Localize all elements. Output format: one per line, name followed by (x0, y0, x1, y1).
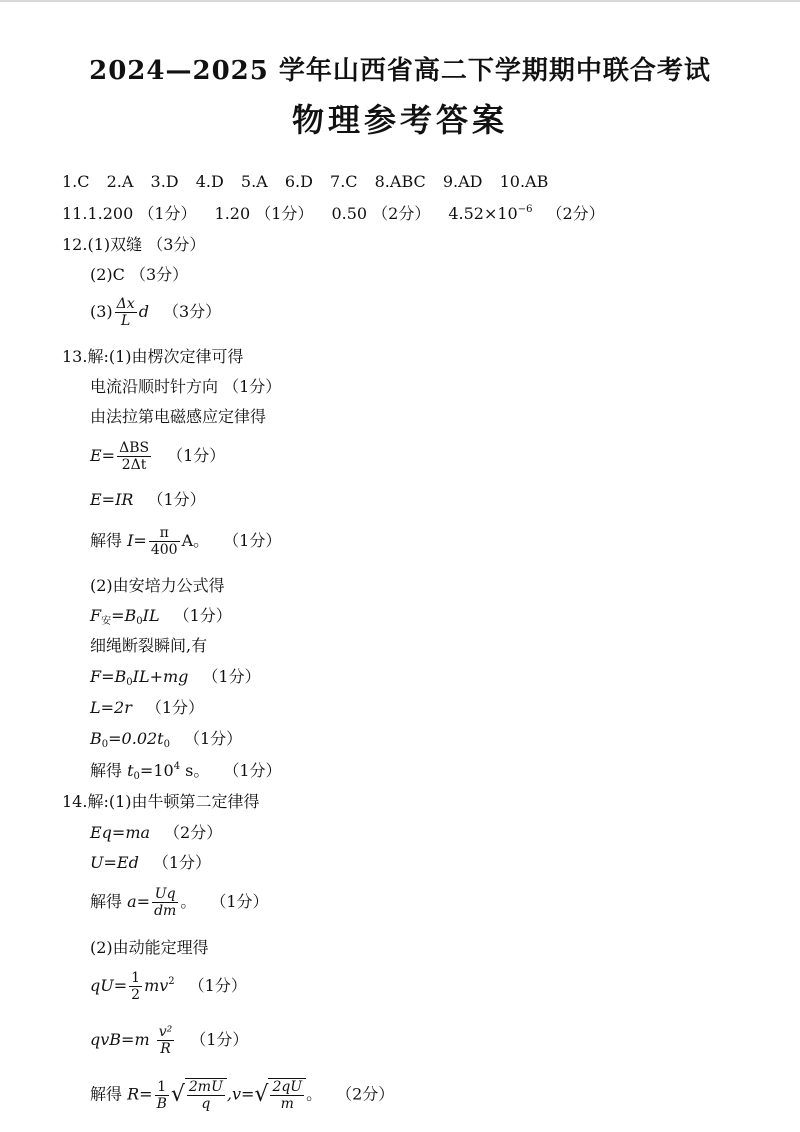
q13-text: (2)由安培力公式得 (90, 576, 225, 595)
mc-answer: 7.C (330, 172, 358, 191)
mc-answer: 3.D (150, 172, 179, 191)
symbol: t (127, 761, 134, 780)
score: （2分） (164, 823, 223, 842)
denominator: 400 (150, 542, 178, 559)
punctuation: 。 (306, 1084, 323, 1104)
q12-part2: (2)C （3分） (90, 265, 189, 284)
numerator: 2mU (188, 1079, 223, 1095)
question-number: 11. (62, 204, 88, 223)
punctuation: 。 (180, 892, 197, 912)
numerator: Δx (116, 296, 135, 312)
score: （1分） (223, 761, 282, 780)
equation: Eq=ma (90, 823, 151, 842)
numerator: v² (158, 1024, 173, 1040)
part-label: (3) (90, 302, 113, 322)
subscript: 0 (133, 771, 140, 782)
score: （2分） (546, 204, 605, 223)
equation-lhs: qvB=m (90, 1030, 150, 1050)
square-root: √ $\frac{2mU}{q}$ (171, 1078, 227, 1112)
subscript: 0 (101, 739, 109, 750)
score: （2分） (336, 1084, 395, 1104)
mc-answer: 4.D (195, 172, 224, 191)
fraction (155, 1079, 169, 1112)
q14-equation (90, 825, 222, 841)
score: （1分） (145, 698, 205, 717)
mc-answer: 5.A (240, 172, 268, 191)
result-label: 解得 (90, 761, 123, 780)
numerator: 1 (131, 970, 141, 986)
symbol: IL (142, 606, 160, 625)
equation-lhs: qU= (90, 976, 128, 996)
subscript: 0 (126, 677, 133, 688)
denominator: 2 (131, 987, 141, 1004)
q13-equation (90, 492, 206, 508)
exponent: −6 (517, 204, 533, 215)
answer-key-title: 物理参考答案 (291, 101, 508, 139)
fraction (129, 970, 142, 1003)
symbol: =10 (139, 761, 174, 780)
mc-answer: 2.A (106, 172, 134, 191)
q14-text: (2)由动能定理得 (90, 938, 209, 957)
q13-equation (90, 669, 261, 688)
mc-answer: 8.ABC (374, 172, 426, 191)
subscript: 0 (136, 616, 143, 627)
q13-equation (90, 525, 281, 558)
mc-answer-row (62, 174, 560, 190)
equation-lhs: I= (127, 531, 147, 551)
mc-answer: 10.AB (499, 172, 549, 191)
denominator: R (160, 1041, 171, 1058)
mc-answer: 1.C (62, 172, 90, 191)
mc-answer: 6.D (284, 172, 313, 191)
top-border (0, 0, 800, 2)
q13-equation (90, 700, 204, 716)
score: （1分） (223, 531, 282, 551)
fraction (115, 296, 137, 329)
score: （1分） (147, 490, 206, 509)
equation: U=Ed (90, 853, 139, 872)
score: （3分） (162, 302, 222, 322)
subscript: 安 (101, 616, 112, 627)
denominator: m (280, 1096, 294, 1113)
q12-part3 (90, 296, 221, 329)
q13-equation (90, 608, 232, 627)
unit: A。 (181, 531, 210, 551)
fraction (187, 1079, 225, 1112)
q14-equation (90, 1024, 248, 1057)
q11-part: 4.52×10 (448, 204, 518, 223)
fraction (157, 1024, 175, 1057)
denominator: B (156, 1095, 167, 1112)
score: （1分） (188, 976, 247, 996)
q13-equation (90, 762, 282, 782)
exam-title: 2024—2025 学年山西省高二下学期期中联合考试 (89, 56, 711, 86)
symbol: ,v= (226, 1084, 255, 1104)
q14-equation (90, 886, 269, 919)
equation: L=2r (90, 698, 132, 717)
q14-equation (90, 1078, 394, 1112)
square-root: √ $\frac{2qU}{m}$ (254, 1078, 306, 1112)
fraction (117, 440, 151, 473)
score: （1分） (202, 667, 261, 686)
numerator: 1 (155, 1079, 169, 1096)
symbol: =B (111, 606, 137, 625)
q11-part: 1.200 （1分） (87, 204, 197, 223)
symbol: F (90, 606, 102, 625)
q14-heading: 14.解:(1)由牛顿第二定律得 (62, 792, 260, 811)
symbol: =0.02t (108, 729, 164, 748)
exponent: 2 (168, 976, 175, 988)
equation-lhs: E= (90, 446, 116, 466)
q13-equation (90, 731, 242, 750)
result-label: 解得 (90, 531, 123, 551)
q13-text: 电流沿顺时针方向 （1分） (90, 377, 282, 396)
fraction (270, 1079, 304, 1112)
q13-text: 由法拉第电磁感应定律得 (90, 407, 267, 426)
exponent: 4 (173, 761, 181, 772)
score: （1分） (173, 606, 232, 625)
score: （1分） (183, 729, 243, 748)
result-label: 解得 (90, 1084, 123, 1104)
q14-equation (90, 855, 211, 871)
numerator: ΔBS (119, 440, 150, 456)
q13-equation (90, 440, 225, 473)
score: （1分） (190, 1030, 249, 1050)
q11-part: 1.20 （1分） (214, 204, 314, 223)
result-label: 解得 (90, 892, 123, 912)
numerator: Uq (152, 886, 178, 903)
q14-equation (90, 970, 247, 1003)
q11-part: 0.50 （2分） (331, 204, 431, 223)
q13-heading: 13.解:(1)由楞次定律可得 (62, 347, 244, 366)
fraction (152, 886, 178, 919)
equation-lhs: a= (127, 892, 151, 912)
fraction (149, 525, 180, 558)
unit: s。 (185, 761, 210, 780)
denominator: 2Δt (121, 457, 147, 474)
equation: E=IR (90, 490, 134, 509)
denominator: dm (154, 903, 177, 920)
q12-part1: 12.(1)双缝 （3分） (62, 235, 206, 254)
q11-line (62, 205, 605, 222)
subscript: 0 (163, 739, 170, 750)
score: （1分） (167, 446, 226, 466)
symbol: mv (144, 976, 169, 996)
equation-lhs: R= (127, 1084, 153, 1104)
score: （1分） (210, 892, 269, 912)
mc-answer: 9.AD (442, 172, 483, 191)
q13-text: 细绳断裂瞬间,有 (90, 636, 208, 655)
symbol: F=B (90, 667, 127, 686)
symbol: B (90, 729, 102, 748)
denominator: L (121, 313, 131, 330)
variable: d (138, 302, 149, 322)
numerator: π (149, 525, 180, 542)
denominator: q (201, 1096, 211, 1113)
symbol: IL+mg (132, 667, 189, 686)
numerator: 2qU (272, 1079, 303, 1095)
score: （1分） (152, 853, 211, 872)
